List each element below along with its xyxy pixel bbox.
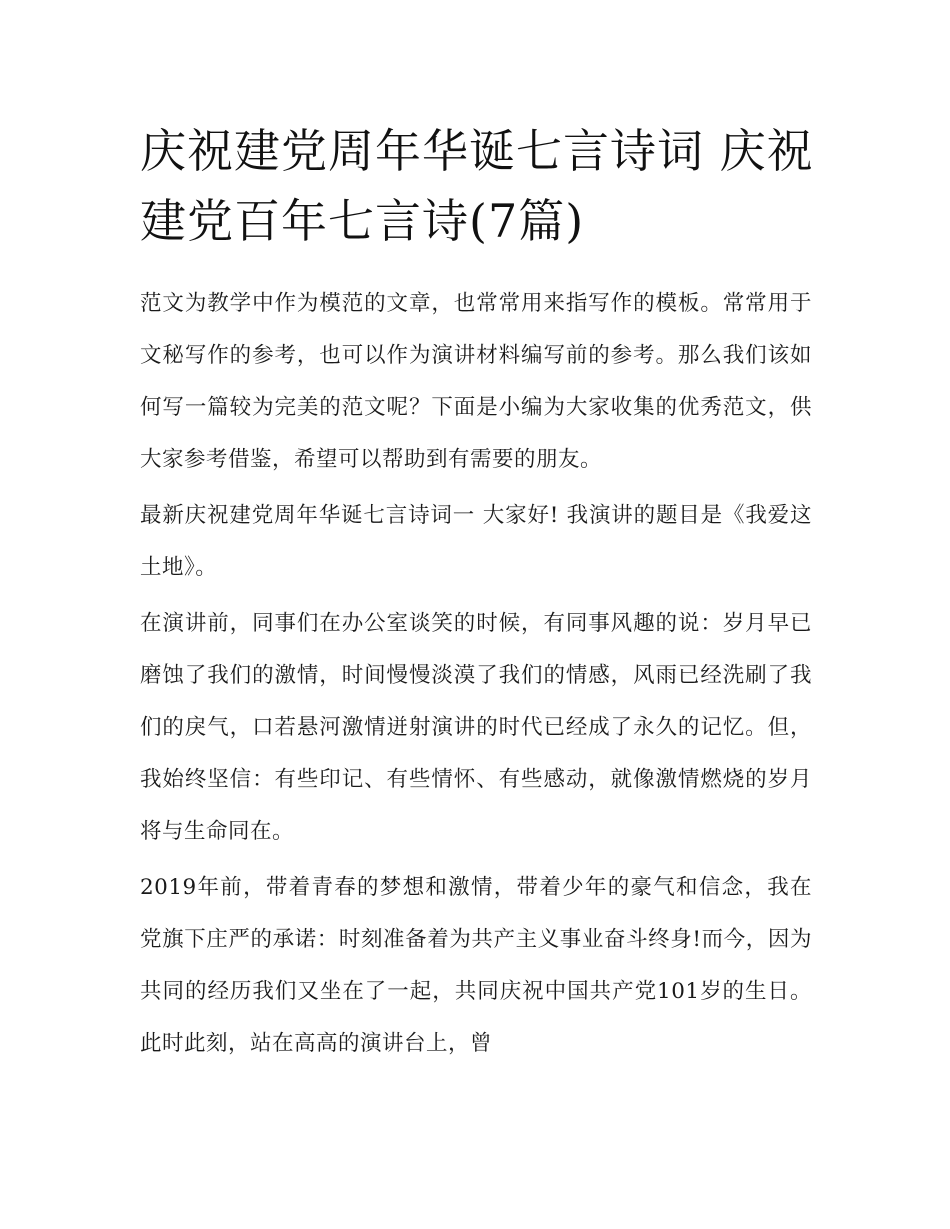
document-title: 庆祝建党周年华诞七言诗词 庆祝建党百年七言诗(7篇) bbox=[140, 124, 814, 248]
paragraph-speech-topic: 最新庆祝建党周年华诞七言诗词一 大家好! 我演讲的题目是《我爱这土地》。 bbox=[140, 503, 812, 580]
paragraph-party-oath: 2019年前，带着青春的梦想和激情，带着少年的豪气和信念，我在党旗下庄严的承诺：时刻准备着为共产主义事业奋斗终身!而今，因为共同的经历我们又坐在了一起，共同庆祝中国共产党101岁的生日。此时此刻，站在高高的演讲台上，曾 bbox=[140, 875, 812, 1056]
paragraph-intro: 范文为教学中作为模范的文章，也常常用来指写作的模板。常常用于文秘写作的参考，也可以作为演讲材料编写前的参考。那么我们该如何写一篇较为完美的范文呢？下面是小编为大家收集的优秀范文，供大家参考借鉴，希望可以帮助到有需要的朋友。 bbox=[140, 291, 812, 472]
paragraph-before-speech: 在演讲前，同事们在办公室谈笑的时候，有同事风趣的说：岁月早已磨蚀了我们的激情，时间慢慢淡漠了我们的情感，风雨已经洗刷了我们的戾气，口若悬河激情迸射演讲的时代已经成了永久的记忆。但，我始终坚信：有些印记、有些情怀、有些感动，就像激情燃烧的岁月将与生命同在。 bbox=[140, 611, 812, 844]
document-body bbox=[140, 278, 812, 1074]
